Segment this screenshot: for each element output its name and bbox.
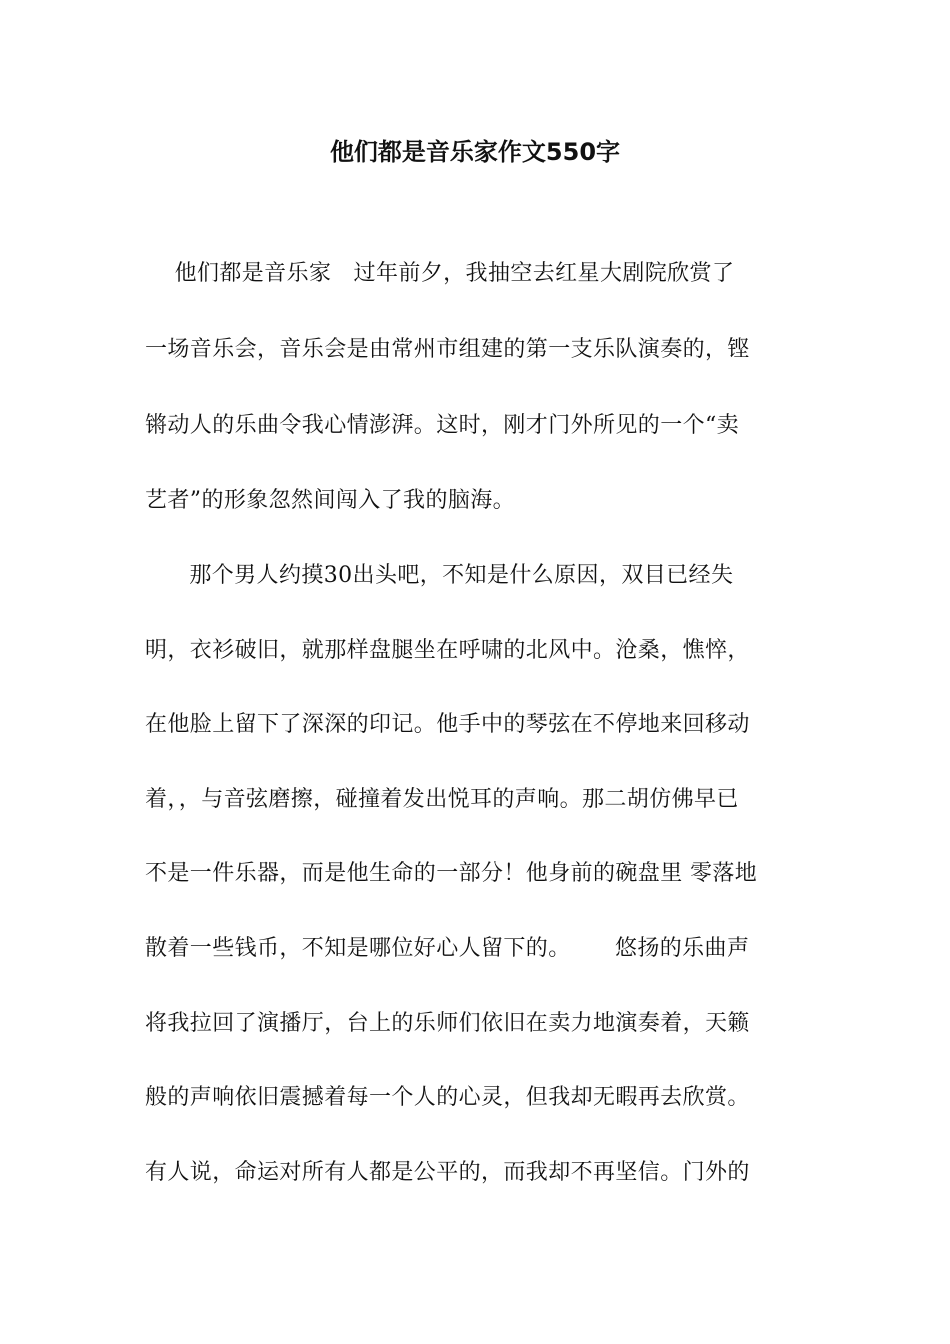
body-line-4: 艺者”的形象忽然间闯入了我的脑海。 (145, 488, 516, 513)
body-line-11: 将我拉回了演播厅，台上的乐师们依旧在卖力地演奏着，天籁 (145, 1011, 750, 1036)
body-line-12: 般的声响依旧震撼着每一个人的心灵，但我却无暇再去欣赏。 (145, 1085, 750, 1110)
body-line-3: 锵动人的乐曲令我心情澎湃。这时，刚才门外所见的一个“卖 (145, 413, 740, 438)
body-line-8: 着，，与音弦磨擦，碰撞着发出悦耳的声响。那二胡仿佛早已 (145, 787, 739, 812)
body-line-2: 一场音乐会，音乐会是由常州市组建的第一支乐队演奏的，铿 (145, 337, 750, 362)
body-line-9: 不是一件乐器，而是他生命的一部分！他身前的碗盘里 零落地 (145, 861, 758, 886)
body-line-13: 有人说，命运对所有人都是公平的，而我却不再坚信。门外的 (145, 1160, 750, 1185)
body-line-5: 那个男人约摸30出头吧，不知是什么原因，双目已经失 (145, 563, 734, 588)
body-line-6: 明，衣衫破旧，就那样盘腿坐在呼啸的北风中。沧桑，憔悴， (145, 638, 750, 663)
document-title: 他们都是音乐家作文550字 (329, 138, 621, 166)
body-line-7: 在他脸上留下了深深的印记。他手中的琴弦在不停地来回移动 (145, 712, 750, 737)
body-line-1: 他们都是音乐家 过年前夕，我抽空去红星大剧院欣赏了 (145, 261, 735, 286)
body-line-10: 散着一些钱币，不知是哪位好心人留下的。 悠扬的乐曲声 (145, 936, 750, 961)
